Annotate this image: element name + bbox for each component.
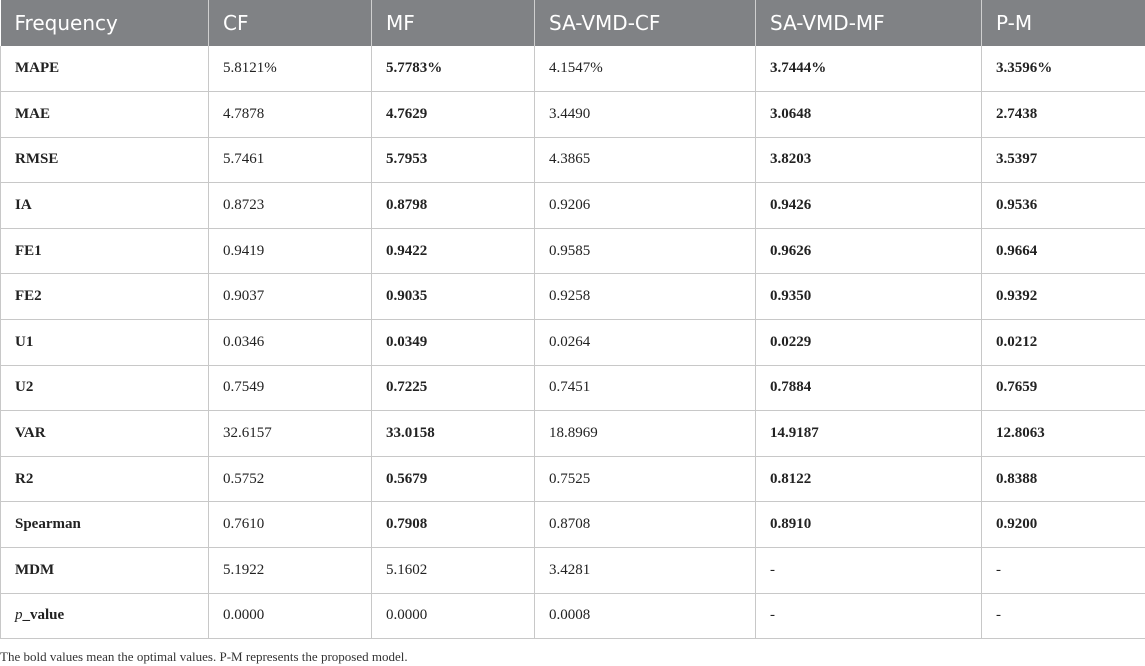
cell-cf: 5.8121% bbox=[209, 46, 372, 92]
cell-cf: 0.5752 bbox=[209, 456, 372, 502]
cell-p-m: 2.7438 bbox=[982, 92, 1145, 138]
cell-sa-vmd-cf: 0.9585 bbox=[535, 228, 756, 274]
cell-p-m: 12.8063 bbox=[982, 411, 1145, 457]
row-label: FE1 bbox=[1, 228, 209, 274]
header-row bbox=[1, 0, 1145, 46]
cell-sa-vmd-mf: 0.8910 bbox=[756, 502, 982, 548]
cell-p-m: 0.7659 bbox=[982, 365, 1145, 411]
cell-sa-vmd-mf: - bbox=[756, 548, 982, 594]
table-row bbox=[1, 320, 1145, 366]
cell-mf: 0.0000 bbox=[372, 593, 535, 639]
cell-sa-vmd-cf: 0.8708 bbox=[535, 502, 756, 548]
row-label: MAE bbox=[1, 92, 209, 138]
row-label: IA bbox=[1, 183, 209, 229]
cell-sa-vmd-mf: 0.9350 bbox=[756, 274, 982, 320]
row-label-p: p bbox=[15, 607, 23, 624]
cell-cf: 0.7549 bbox=[209, 365, 372, 411]
cell-sa-vmd-mf: - bbox=[756, 593, 982, 639]
row-label: R2 bbox=[1, 456, 209, 502]
table-row bbox=[1, 46, 1145, 92]
table-row bbox=[1, 456, 1145, 502]
cell-sa-vmd-mf: 3.0648 bbox=[756, 92, 982, 138]
cell-mf: 0.0349 bbox=[372, 320, 535, 366]
row-label: RMSE bbox=[1, 137, 209, 183]
header-frequency: Frequency bbox=[1, 0, 209, 46]
row-label bbox=[1, 593, 209, 639]
cell-cf: 0.0346 bbox=[209, 320, 372, 366]
header-mf: MF bbox=[372, 0, 535, 46]
table-row bbox=[1, 411, 1145, 457]
row-label-value: _value bbox=[22, 607, 65, 624]
cell-sa-vmd-mf: 0.7884 bbox=[756, 365, 982, 411]
table-row bbox=[1, 365, 1145, 411]
cell-mf: 0.7908 bbox=[372, 502, 535, 548]
row-label: MDM bbox=[1, 548, 209, 594]
cell-sa-vmd-cf: 3.4490 bbox=[535, 92, 756, 138]
cell-mf: 5.7783% bbox=[372, 46, 535, 92]
cell-p-m: 0.9392 bbox=[982, 274, 1145, 320]
cell-p-m: 0.9200 bbox=[982, 502, 1145, 548]
cell-p-m: 0.9536 bbox=[982, 183, 1145, 229]
cell-cf: 32.6157 bbox=[209, 411, 372, 457]
cell-sa-vmd-cf: 3.4281 bbox=[535, 548, 756, 594]
cell-p-m: - bbox=[982, 593, 1145, 639]
cell-cf: 5.1922 bbox=[209, 548, 372, 594]
cell-p-m: - bbox=[982, 548, 1145, 594]
table-row bbox=[1, 137, 1145, 183]
table-row bbox=[1, 274, 1145, 320]
cell-mf: 0.7225 bbox=[372, 365, 535, 411]
cell-mf: 5.1602 bbox=[372, 548, 535, 594]
cell-sa-vmd-mf: 3.7444% bbox=[756, 46, 982, 92]
table-row bbox=[1, 593, 1145, 639]
table-row bbox=[1, 548, 1145, 594]
cell-sa-vmd-cf: 0.9206 bbox=[535, 183, 756, 229]
cell-sa-vmd-mf: 0.9426 bbox=[756, 183, 982, 229]
cell-cf: 0.9419 bbox=[209, 228, 372, 274]
cell-mf: 0.8798 bbox=[372, 183, 535, 229]
cell-sa-vmd-cf: 4.3865 bbox=[535, 137, 756, 183]
table-header bbox=[1, 0, 1145, 46]
cell-mf: 0.5679 bbox=[372, 456, 535, 502]
table-body bbox=[1, 46, 1145, 639]
header-sa-vmd-mf: SA-VMD-MF bbox=[756, 0, 982, 46]
cell-mf: 0.9422 bbox=[372, 228, 535, 274]
cell-sa-vmd-cf: 0.0264 bbox=[535, 320, 756, 366]
table-row bbox=[1, 92, 1145, 138]
cell-p-m: 3.5397 bbox=[982, 137, 1145, 183]
cell-sa-vmd-cf: 4.1547% bbox=[535, 46, 756, 92]
cell-p-m: 0.8388 bbox=[982, 456, 1145, 502]
cell-cf: 0.7610 bbox=[209, 502, 372, 548]
cell-sa-vmd-cf: 18.8969 bbox=[535, 411, 756, 457]
cell-mf: 33.0158 bbox=[372, 411, 535, 457]
cell-cf: 0.0000 bbox=[209, 593, 372, 639]
cell-sa-vmd-mf: 14.9187 bbox=[756, 411, 982, 457]
row-label: VAR bbox=[1, 411, 209, 457]
header-cf: CF bbox=[209, 0, 372, 46]
cell-mf: 0.9035 bbox=[372, 274, 535, 320]
cell-sa-vmd-cf: 0.7451 bbox=[535, 365, 756, 411]
row-label: MAPE bbox=[1, 46, 209, 92]
row-label: FE2 bbox=[1, 274, 209, 320]
cell-p-m: 3.3596% bbox=[982, 46, 1145, 92]
cell-p-m: 0.0212 bbox=[982, 320, 1145, 366]
header-p-m: P-M bbox=[996, 11, 1033, 35]
cell-sa-vmd-mf: 0.0229 bbox=[756, 320, 982, 366]
table-row bbox=[1, 502, 1145, 548]
cell-sa-vmd-cf: 0.9258 bbox=[535, 274, 756, 320]
row-label: U2 bbox=[1, 365, 209, 411]
cell-cf: 0.9037 bbox=[209, 274, 372, 320]
header-sa-vmd-cf: SA-VMD-CF bbox=[535, 0, 756, 46]
cell-sa-vmd-cf: 0.7525 bbox=[535, 456, 756, 502]
cell-sa-vmd-mf: 0.9626 bbox=[756, 228, 982, 274]
cell-mf: 4.7629 bbox=[372, 92, 535, 138]
cell-sa-vmd-mf: 3.8203 bbox=[756, 137, 982, 183]
row-label: Spearman bbox=[1, 502, 209, 548]
table-row bbox=[1, 183, 1145, 229]
cell-cf: 5.7461 bbox=[209, 137, 372, 183]
table-footnote: The bold values mean the optimal values. P-M represents the proposed model. bbox=[0, 649, 408, 664]
table-row bbox=[1, 228, 1145, 274]
cell-cf: 0.8723 bbox=[209, 183, 372, 229]
cell-sa-vmd-mf: 0.8122 bbox=[756, 456, 982, 502]
row-label: U1 bbox=[1, 320, 209, 366]
cell-cf: 4.7878 bbox=[209, 92, 372, 138]
cell-p-m: 0.9664 bbox=[982, 228, 1145, 274]
cell-mf: 5.7953 bbox=[372, 137, 535, 183]
cell-sa-vmd-cf: 0.0008 bbox=[535, 593, 756, 639]
